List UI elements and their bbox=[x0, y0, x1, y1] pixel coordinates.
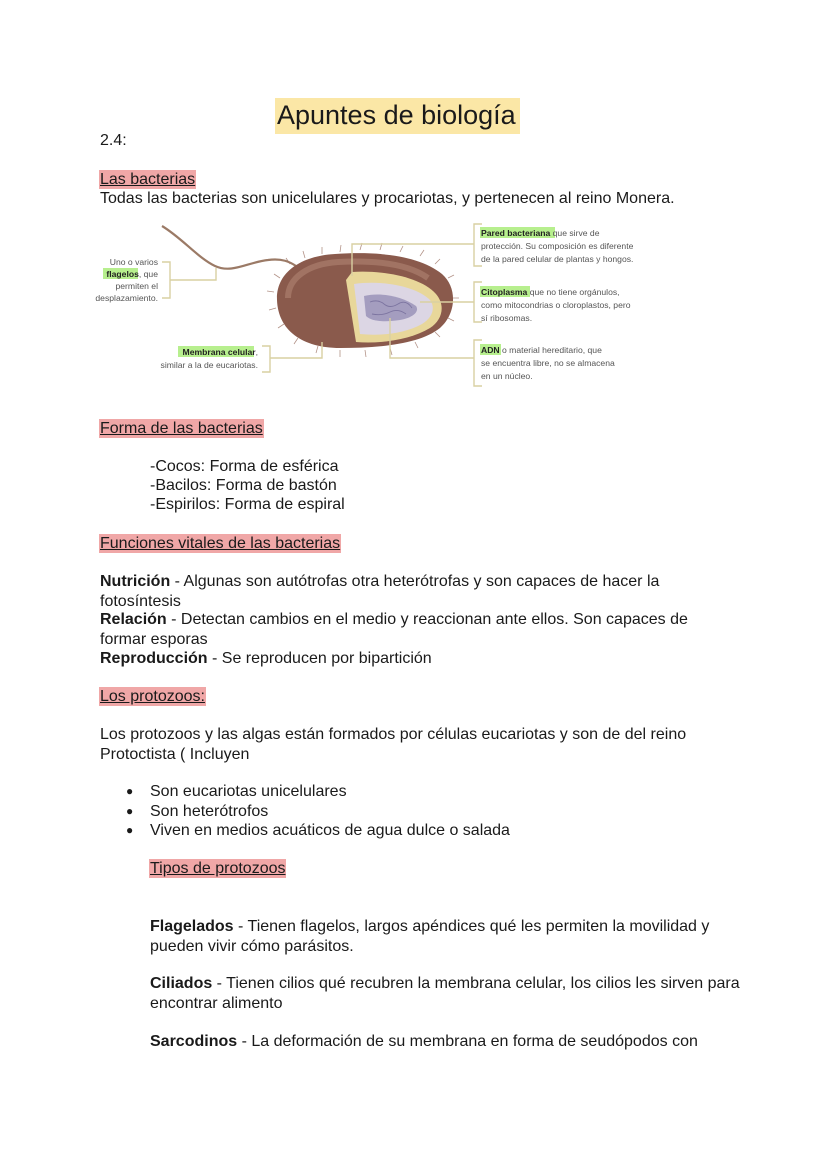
list-item: ● Viven en medios acuáticos de agua dulce o salada bbox=[126, 822, 510, 839]
forma-item: -Cocos: Forma de esférica bbox=[150, 458, 339, 475]
svg-text:en un núcleo.: en un núcleo. bbox=[481, 371, 533, 381]
label-membrana bbox=[161, 346, 258, 370]
page-title: Apuntes de biología bbox=[275, 98, 520, 134]
funcion-term: Nutrición bbox=[100, 573, 171, 590]
heading-tipos-protozoos: Tipos de protozoos bbox=[150, 860, 286, 877]
svg-text:protección. Su composición es: protección. Su composición es diferente bbox=[481, 241, 634, 251]
heading-protozoos: Los protozoos: bbox=[100, 688, 205, 705]
svg-text:de la pared celular de plantas: de la pared celular de plantas y hongos. bbox=[481, 254, 634, 264]
funcion-item bbox=[100, 649, 725, 669]
heading-forma: Forma de las bacterias bbox=[100, 420, 263, 437]
label-flagelos bbox=[95, 257, 158, 303]
tipo-item bbox=[150, 1032, 750, 1052]
label-citoplasma bbox=[480, 286, 631, 323]
tipo-item bbox=[150, 917, 740, 956]
list-item: ● Son heterótrofos bbox=[126, 802, 269, 820]
svg-text:ADN o material hereditario, qu: ADN o material hereditario, que bbox=[481, 345, 602, 355]
tipo-text: - La deformación de su membrana en forma de seudópodos con bbox=[237, 1033, 698, 1050]
bullet-icon: ● bbox=[126, 784, 134, 798]
bacterias-intro: Todas las bacterias son unicelulares y procariotas, y pertenecen al reino Monera. bbox=[100, 190, 675, 207]
funcion-term: Reproducción bbox=[100, 650, 208, 667]
tipo-term: Ciliados bbox=[150, 975, 213, 992]
protozoos-bullet-list bbox=[126, 782, 510, 841]
funcion-text: - Se reproducen por bipartición bbox=[207, 650, 432, 667]
svg-text:Uno o varios: Uno o varios bbox=[109, 257, 158, 267]
funcion-item bbox=[100, 572, 725, 611]
section-number: 2.4: bbox=[100, 132, 127, 149]
svg-text:como mitocondrias o cloroplast: como mitocondrias o cloroplastos, pero bbox=[481, 300, 631, 310]
protozoos-intro: Los protozoos y las algas están formados por células eucariotas y son de del reino Protoctista ( Incluyen bbox=[100, 726, 687, 763]
bullet-icon: ● bbox=[126, 803, 134, 818]
tipo-item bbox=[150, 974, 740, 1013]
funcion-item bbox=[100, 610, 725, 649]
svg-text:permiten el: permiten el bbox=[115, 281, 158, 291]
funcion-term: Relación bbox=[100, 611, 167, 628]
svg-text:sí ribosomas.: sí ribosomas. bbox=[481, 313, 533, 323]
svg-text:similar a la de eucariotas.: similar a la de eucariotas. bbox=[160, 360, 258, 370]
funcion-text: - Detectan cambios en el medio y reaccionan ante ellos. Son capaces de formar esporas bbox=[100, 611, 688, 648]
heading-funciones: Funciones vitales de las bacterias bbox=[100, 535, 341, 552]
list-item: ● Son eucariotas unicelulares bbox=[126, 783, 347, 800]
svg-text:Membrana celular,: Membrana celular, bbox=[182, 347, 258, 357]
svg-text:flagelos, que: flagelos, que bbox=[106, 269, 158, 279]
svg-text:Citoplasma que no tiene orgánu: Citoplasma que no tiene orgánulos, bbox=[481, 287, 620, 297]
tipo-text: - Tienen cilios qué recubren la membrana celular, los cilios les sirven para encontrar alimento bbox=[150, 975, 740, 1012]
svg-text:desplazamiento.: desplazamiento. bbox=[95, 293, 158, 303]
funcion-text: - Algunas son autótrofas otra heterótrofas y son capaces de hacer la fotosíntesis bbox=[100, 573, 660, 610]
flagellum bbox=[162, 226, 296, 269]
cell-body bbox=[267, 243, 459, 357]
heading-las-bacterias: Las bacterias bbox=[100, 171, 196, 188]
label-adn bbox=[480, 344, 615, 381]
tipo-term: Flagelados bbox=[150, 918, 234, 935]
label-pared bbox=[480, 227, 634, 264]
tipo-term: Sarcodinos bbox=[150, 1033, 238, 1050]
bullet-icon: ● bbox=[126, 823, 134, 837]
bacterium-diagram bbox=[90, 218, 650, 394]
forma-item: -Bacilos: Forma de bastón bbox=[150, 477, 337, 494]
forma-item: -Espirilos: Forma de espiral bbox=[150, 496, 345, 513]
svg-text:se encuentra libre, no se alma: se encuentra libre, no se almacena bbox=[481, 358, 615, 368]
svg-text:Pared bacteriana que sirve de: Pared bacteriana que sirve de bbox=[481, 228, 600, 238]
tipo-text: - Tienen flagelos, largos apéndices qué les permiten la movilidad y pueden vivir cómo parásitos. bbox=[150, 918, 710, 955]
